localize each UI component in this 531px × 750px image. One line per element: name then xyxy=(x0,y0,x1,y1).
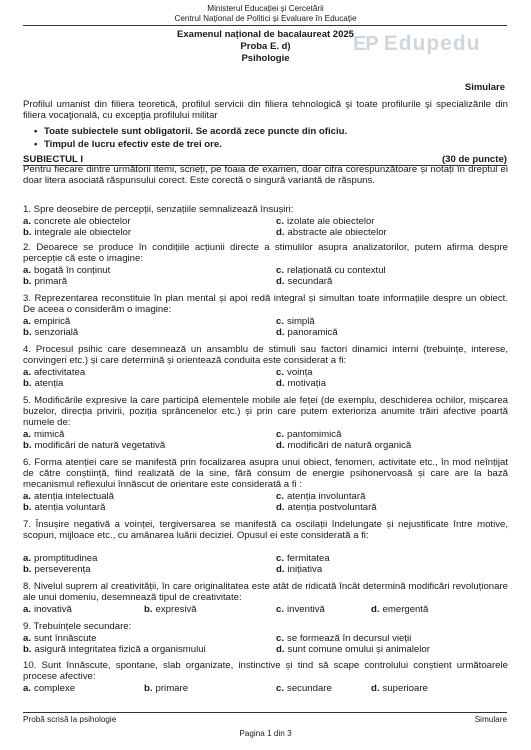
center-name: Centrul Național de Politici și Evaluare în Educație xyxy=(174,14,357,23)
option-10c: c. secundare xyxy=(276,683,332,694)
footer-rule xyxy=(23,712,507,713)
intro-paragraph: Profilul umanist din filiera teoretică, profilul servicii din filiera tehnologică şi toate profilurile şi specializările din filiera vocaţională, cu excepţia profilului militar xyxy=(23,99,508,122)
option-9b: b. asigură integritatea fizică a organismului xyxy=(23,644,206,655)
page-number: Pagina 1 din 3 xyxy=(239,729,292,738)
simulare-label: Simulare xyxy=(464,82,505,93)
option-8b: b. expresivă xyxy=(144,604,197,615)
question-6: 6. Forma atenției care se manifestă prin focalizarea asupra unui obiect, fenomen, activitate etc., în mod neînțijat de către conștiință, fiind realizată de la sine, fără consum de energie psihonervoasă și care are la bază mecanismul reflexului înnăscut de orientare este considerată a fi : xyxy=(23,457,508,491)
rule-item: • Timpul de lucru efectiv este de trei ore. xyxy=(34,139,504,152)
option-1b: b. integrale ale obiectelor xyxy=(23,227,132,238)
rule-item: • Toate subiectele sunt obligatorii. Se acordă zece puncte din oficiu. xyxy=(34,126,504,139)
instructions: Pentru fiecare dintre următorii itemi, scrieți, pe foaia de examen, doar cifra corespunzătoare și notați în dreptul ei doar litera asociată răspunsului corect. Este corectă o singură variantă de răspuns. xyxy=(23,164,508,187)
option-8a: a. inovativă xyxy=(23,604,72,615)
question-10: 10. Sunt înnăscute, spontane, slab organizate, instinctive și tind să scape controlului conștient următoarele procese afective: xyxy=(23,660,508,683)
option-10b: b. primare xyxy=(144,683,189,694)
option-6c: c. atenția involuntară xyxy=(276,491,366,502)
question-3: 3. Reprezentarea reconstituie în plan mental și apoi redă integral și simultan toate informațiile despre un obiect. De aceea o considerăm o imagine: xyxy=(23,293,508,316)
option-2d: d. secundară xyxy=(276,276,333,287)
footer-right: Simulare xyxy=(474,715,507,724)
section-name: SUBIECTUL I xyxy=(23,154,84,165)
option-4c: c. voința xyxy=(276,367,313,378)
question-2: 2. Deoarece se produce în condițiile acțiunii directe a stimulilor asupra analizatorilor, putem afirma despre percepție că este o imagine: xyxy=(23,242,508,265)
option-2a: a. bogată în conținut xyxy=(23,265,111,276)
header-rule xyxy=(23,25,507,26)
option-3d: d. panoramică xyxy=(276,327,338,338)
option-1a: a. concrete ale obiectelor xyxy=(23,216,131,227)
section-points: (30 de puncte) xyxy=(441,154,507,165)
option-5c: c. pantomimică xyxy=(276,429,342,440)
option-5d: d. modificări de natură organică xyxy=(276,440,412,451)
option-9d: d. sunt comune omului și animalelor xyxy=(276,644,430,655)
question-5: 5. Modificările expresive la care participă elementele mobile ale feței (de exemplu, deschiderea ochilor, mișcarea buzelor, direcția privirii, poziția sprâncenelor etc.) și prin care putem exterioriza anumite trăiri afective poartă numele de: xyxy=(23,395,508,429)
question-9: 9. Trebuințele secundare: xyxy=(23,621,132,632)
option-3a: a. empirică xyxy=(23,316,71,327)
option-1d: d. abstracte ale obiectelor xyxy=(276,227,387,238)
option-10d: d. superioare xyxy=(371,683,428,694)
option-6b: b. atenția voluntară xyxy=(23,502,106,513)
ministry-name: Ministerul Educației și Cercetării xyxy=(207,4,324,13)
footer xyxy=(23,715,507,724)
question-1: 1. Spre deosebire de percepții, senzațiile semnalizează însușiri: xyxy=(23,204,294,215)
ep-logo-icon: ЕР xyxy=(353,33,378,55)
question-8: 8. Nivelul suprem al creativității, în care originalitatea este atât de ridicată încât determină modificări revoluționare ale unui domeniu, desemnează tipul de creativitate: xyxy=(23,581,508,604)
option-7b: b. perseverența xyxy=(23,564,91,575)
option-7c: c. fermitatea xyxy=(276,553,330,564)
option-2b: b. primară xyxy=(23,276,68,287)
option-1c: c. izolate ale obiectelor xyxy=(276,216,375,227)
option-8c: c. inventivă xyxy=(276,604,325,615)
option-7d: d. inițiativa xyxy=(276,564,323,575)
option-5b: b. modificări de natură vegetativă xyxy=(23,440,166,451)
exam-proba: Proba E. d) xyxy=(240,41,291,52)
option-5a: a. mimică xyxy=(23,429,65,440)
option-4a: a. afectivitatea xyxy=(23,367,86,378)
rules-list xyxy=(34,126,504,151)
footer-left: Probă scrisă la psihologie xyxy=(23,715,117,724)
question-4: 4. Procesul psihic care desemnează un ansamblu de stimuli sau factori dinamici interni (trebuințe, interese, convingeri etc.) și care determină și orientează conduita este considerat a fi: xyxy=(23,344,508,367)
exam-title: Examenul național de bacalaureat 2025 xyxy=(177,29,354,40)
option-6a: a. atenția intelectuală xyxy=(23,491,115,502)
option-8d: d. emergentă xyxy=(371,604,429,615)
option-3c: c. simplă xyxy=(276,316,315,327)
edupedu-watermark-logo: ЕР Edupedu xyxy=(353,32,481,55)
exam-subject: Psihologie xyxy=(241,53,290,64)
option-4d: d. motivația xyxy=(276,378,326,389)
option-4b: b. atenția xyxy=(23,378,64,389)
question-7: 7. Însușire negativă a voinței, tergiversarea se manifestă ca oscilații îndelungate și nejustificate între motive, scopuri, mijloace etc., cu amânarea luării deciziei. Opusul ei este considerată a fi: xyxy=(23,519,508,542)
option-9a: a. sunt înnăscute xyxy=(23,633,97,644)
option-3b: b. senzorială xyxy=(23,327,79,338)
option-2c: c. relaționată cu contextul xyxy=(276,265,386,276)
option-9c: c. se formează în decursul vieții xyxy=(276,633,412,644)
option-6d: d. atenția postvoluntară xyxy=(276,502,377,513)
option-7a: a. promptitudinea xyxy=(23,553,98,564)
option-10a: a. complexe xyxy=(23,683,76,694)
